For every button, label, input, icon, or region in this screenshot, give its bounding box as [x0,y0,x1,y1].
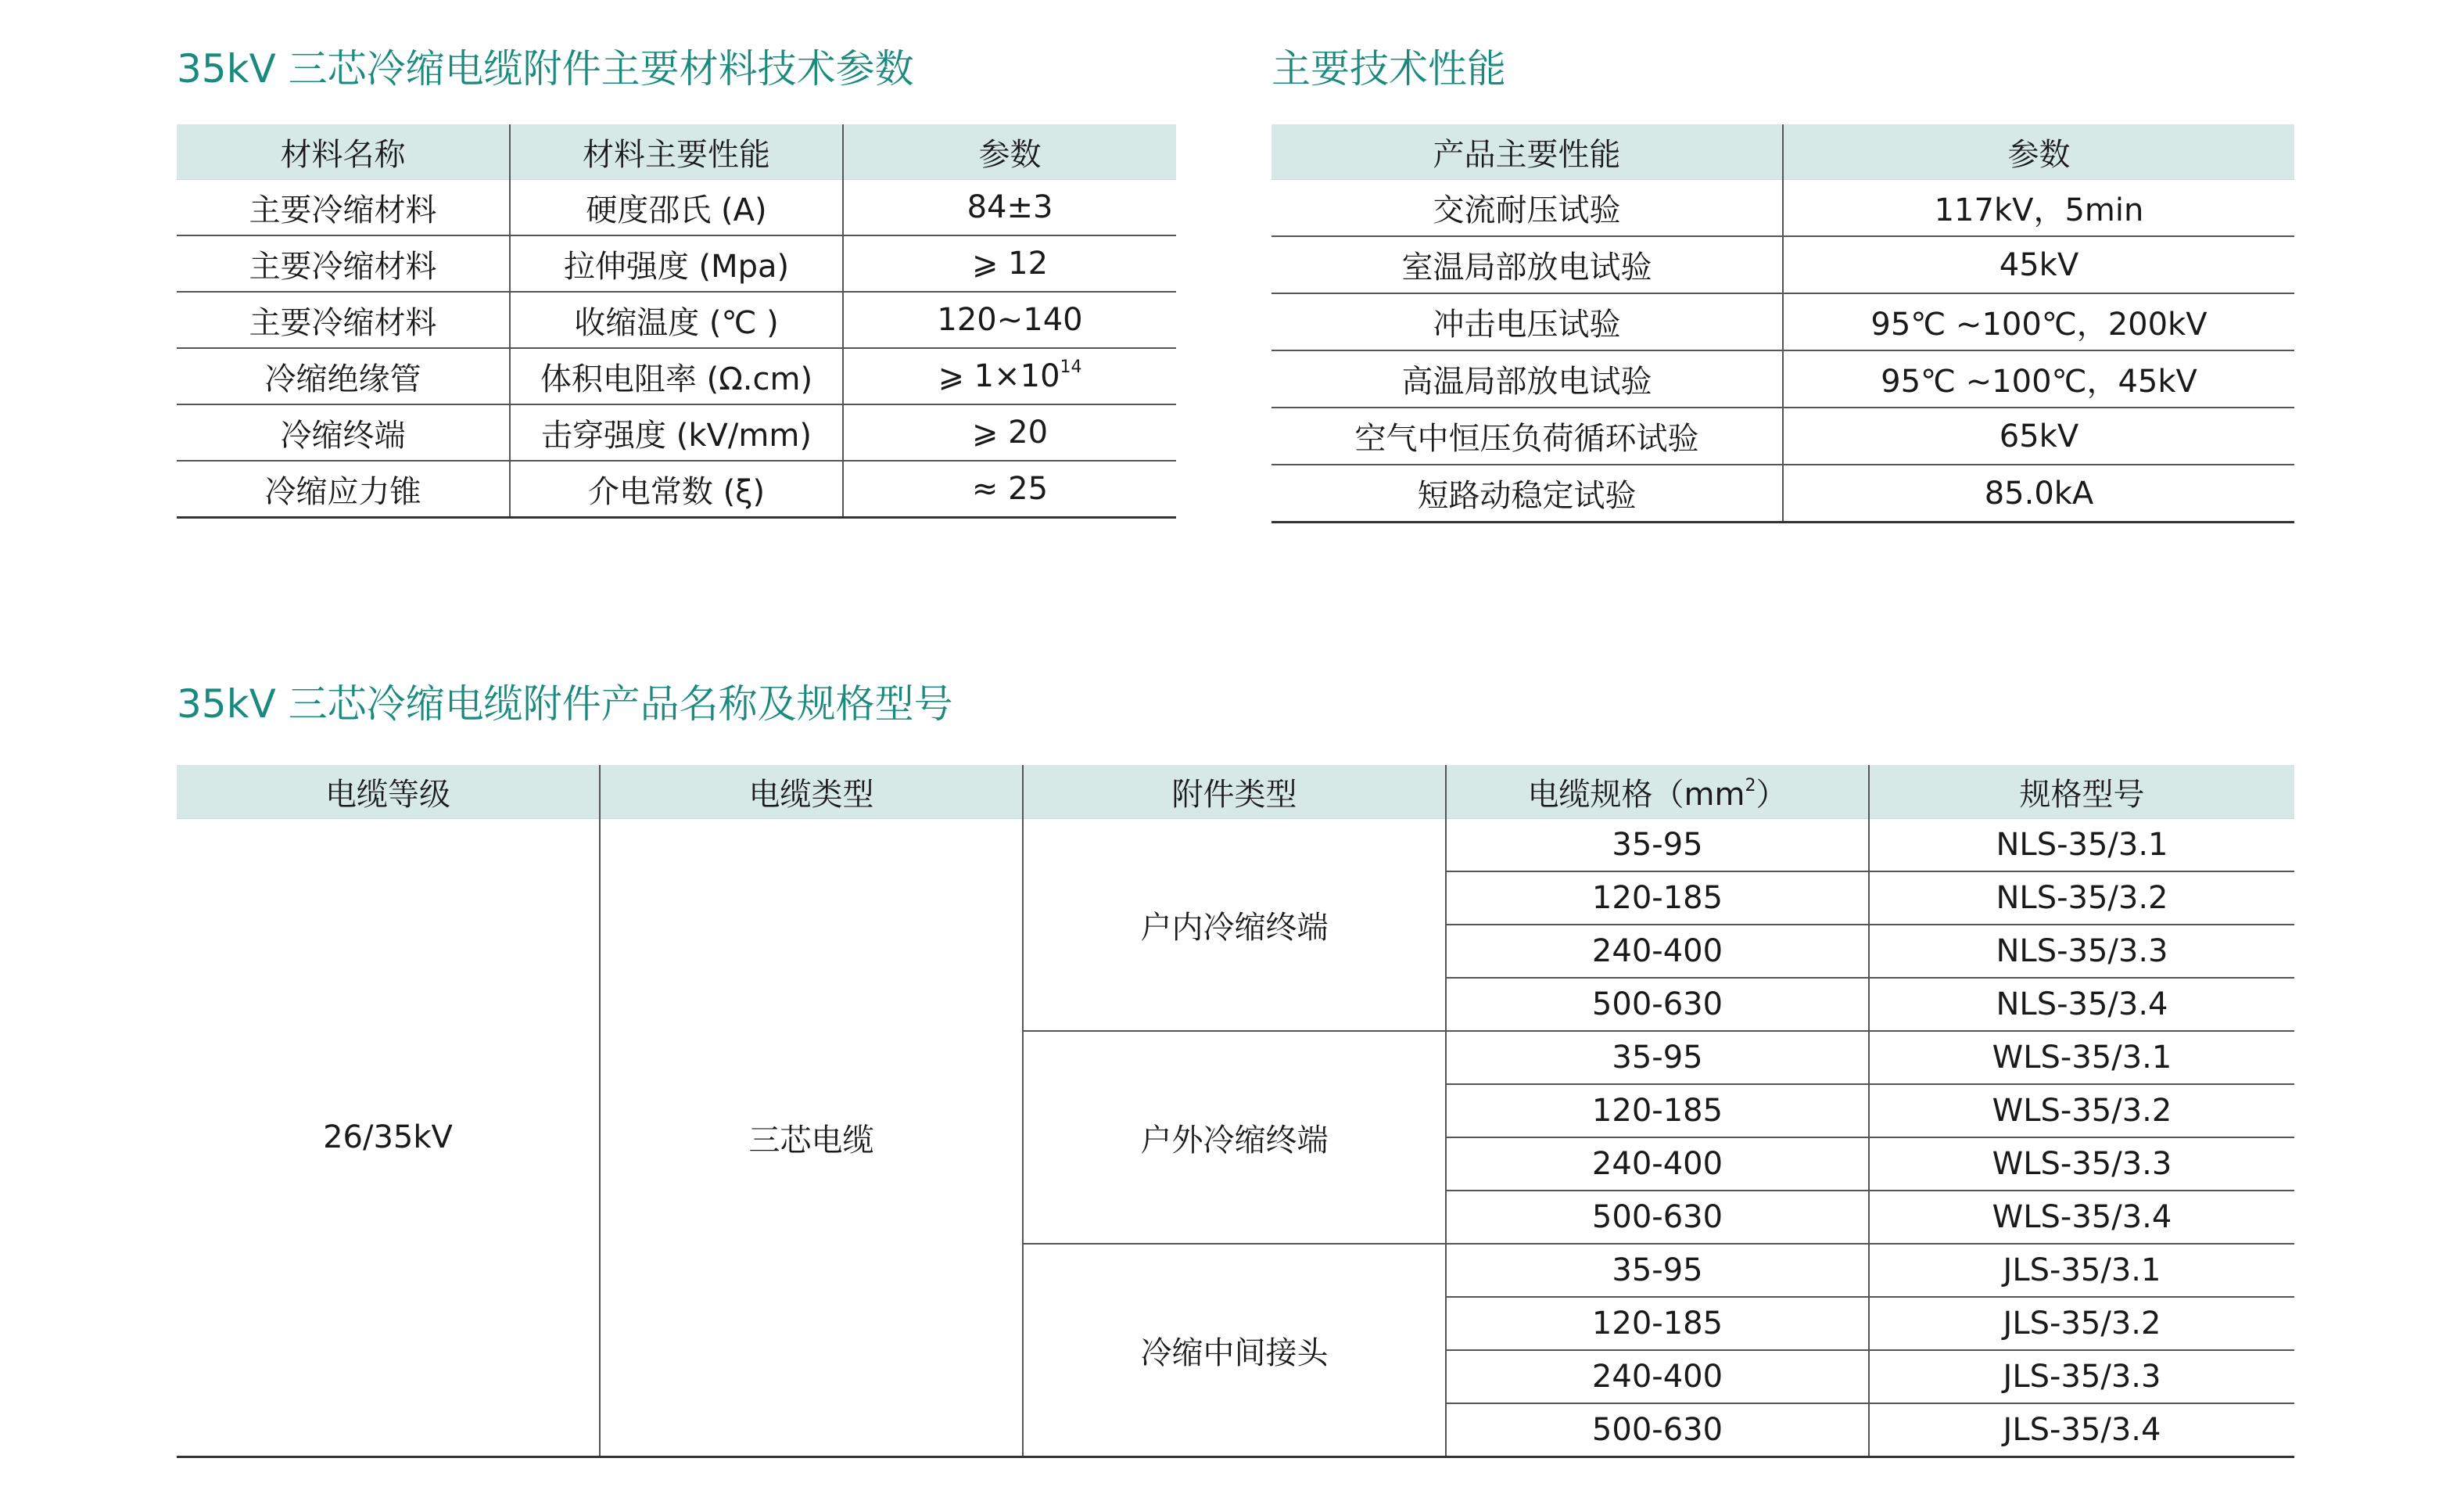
performance-name: 室温局部放电试验 [1271,236,1783,293]
spec-cell: 120-185 [1446,871,1869,925]
table-row [177,819,2294,872]
model-cell: JLS-35/3.1 [1869,1244,2294,1297]
header-cable-spec [1446,765,1869,819]
material-value: ≈ 25 [843,461,1176,518]
accessory-type-cell: 冷缩中间接头 [1023,1244,1446,1457]
performance-value: 95℃ ~100℃，200kV [1783,293,2294,350]
header-cable-grade: 电缆等级 [177,765,600,819]
spec-cell: 35-95 [1446,819,1869,872]
spec-cell: 120-185 [1446,1084,1869,1137]
cable-grade-cell: 26/35kV [177,819,600,1457]
table-row [177,404,1176,461]
material-name: 主要冷缩材料 [177,235,510,292]
material-value: 84±3 [843,180,1176,236]
material-property: 收缩温度 (℃ ) [510,292,843,348]
performance-value: 117kV，5min [1783,180,2294,237]
model-cell: JLS-35/3.3 [1869,1350,2294,1403]
model-cell: WLS-35/3.1 [1869,1031,2294,1084]
spec-cell: 500-630 [1446,1403,1869,1457]
table-row [177,235,1176,292]
performance-table [1271,124,2294,523]
header-performance: 产品主要性能 [1271,124,1783,180]
spec-cell: 500-630 [1446,978,1869,1031]
table-header-row [177,124,1176,180]
material-property: 拉伸强度 (Mpa) [510,235,843,292]
material-name: 冷缩终端 [177,404,510,461]
specs-table [177,765,2294,1458]
spec-cell: 240-400 [1446,925,1869,978]
header-cable-spec-close: ） [1756,776,1788,813]
performance-value: 85.0kA [1783,465,2294,523]
performance-value: 95℃ ~100℃，45kV [1783,350,2294,408]
table-row [177,292,1176,348]
material-name: 冷缩应力锥 [177,461,510,518]
header-cable-type: 电缆类型 [600,765,1023,819]
performance-name: 冲击电压试验 [1271,293,1783,350]
model-cell: NLS-35/3.1 [1869,819,2294,872]
table-row [1271,180,2294,237]
material-property: 硬度邵氏 (A) [510,180,843,236]
cable-type-cell: 三芯电缆 [600,819,1023,1457]
table-row [1271,293,2294,350]
header-cable-spec-text: 电缆规格（mm [1527,776,1745,813]
accessory-type-cell: 户内冷缩终端 [1023,819,1446,1032]
materials-table [177,124,1176,519]
table-row [177,180,1176,236]
material-name: 主要冷缩材料 [177,180,510,236]
header-model: 规格型号 [1869,765,2294,819]
model-cell: NLS-35/3.4 [1869,978,2294,1031]
table-row [1271,408,2294,465]
performance-name: 交流耐压试验 [1271,180,1783,237]
material-property: 击穿强度 (kV/mm) [510,404,843,461]
value-base: ⩾ 1×10 [938,358,1060,394]
model-cell: WLS-35/3.4 [1869,1191,2294,1244]
spec-cell: 120-185 [1446,1297,1869,1350]
table-row [1271,236,2294,293]
model-cell: NLS-35/3.3 [1869,925,2294,978]
material-property: 体积电阻率 (Ω.cm) [510,348,843,404]
spec-cell: 35-95 [1446,1244,1869,1297]
header-parameter: 参数 [843,124,1176,180]
material-value [843,348,1176,404]
table-row [177,348,1176,404]
material-name: 冷缩绝缘管 [177,348,510,404]
performance-name: 高温局部放电试验 [1271,350,1783,408]
specs-section-title: 35kV 三芯冷缩电缆附件产品名称及规格型号 [177,681,953,727]
material-value: ⩾ 12 [843,235,1176,292]
table-row [177,461,1176,518]
performance-name: 短路动稳定试验 [1271,465,1783,523]
table-row [1271,350,2294,408]
header-parameter: 参数 [1783,124,2294,180]
table-row [1271,465,2294,523]
table-header-row [177,765,2294,819]
accessory-type-cell: 户外冷缩终端 [1023,1031,1446,1244]
model-cell: JLS-35/3.2 [1869,1297,2294,1350]
header-material-property: 材料主要性能 [510,124,843,180]
materials-section-title: 35kV 三芯冷缩电缆附件主要材料技术参数 [177,46,914,92]
material-value: ⩾ 20 [843,404,1176,461]
model-cell: NLS-35/3.2 [1869,871,2294,925]
value-exponent: 14 [1060,357,1082,377]
header-material-name: 材料名称 [177,124,510,180]
spec-cell: 240-400 [1446,1350,1869,1403]
spec-cell: 240-400 [1446,1137,1869,1191]
material-name: 主要冷缩材料 [177,292,510,348]
performance-section-title: 主要技术性能 [1271,46,1506,92]
performance-value: 65kV [1783,408,2294,465]
material-value: 120~140 [843,292,1176,348]
spec-cell: 500-630 [1446,1191,1869,1244]
table-header-row [1271,124,2294,180]
performance-value: 45kV [1783,236,2294,293]
model-cell: WLS-35/3.3 [1869,1137,2294,1191]
header-accessory-type: 附件类型 [1023,765,1446,819]
model-cell: WLS-35/3.2 [1869,1084,2294,1137]
material-property: 介电常数 (ξ) [510,461,843,518]
performance-name: 空气中恒压负荷循环试验 [1271,408,1783,465]
header-cable-spec-sup: 2 [1745,775,1756,796]
model-cell: JLS-35/3.4 [1869,1403,2294,1457]
spec-cell: 35-95 [1446,1031,1869,1084]
